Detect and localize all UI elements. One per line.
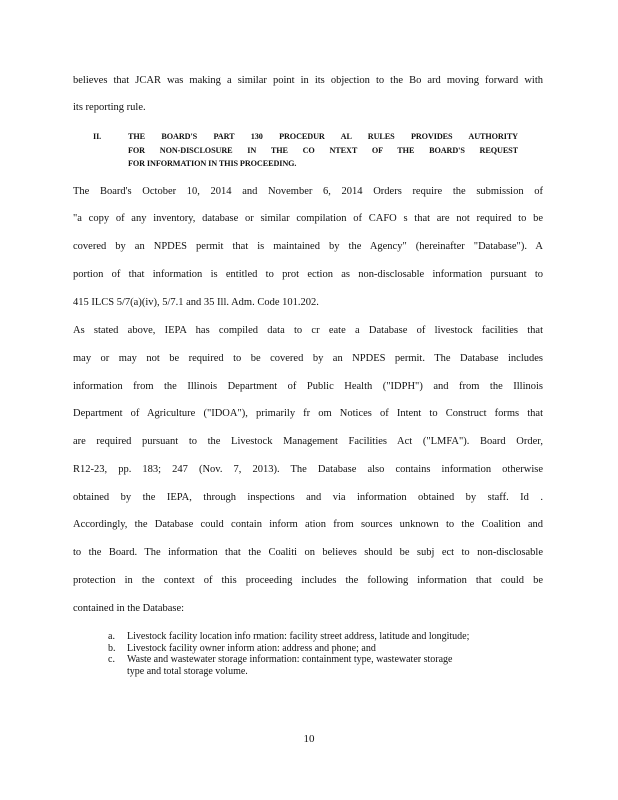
paragraph-line: 415 ILCS 5/7(a)(iv), 5/7.1 and 35 Ill. Adm. Code 101.202. xyxy=(73,297,319,308)
list-marker: a. xyxy=(108,631,115,642)
list-item xyxy=(108,643,538,655)
paragraph-line: portion of that information is entitled to prot ection as non-disclosable information pursuant to xyxy=(73,269,543,280)
paragraph-line: may or may not be required to be covered by an NPDES permit. The Database includes xyxy=(73,353,543,364)
paragraph-line: contained in the Database: xyxy=(73,603,185,614)
list-item-text: Livestock facility location info rmation: facility street address, latitude and longitude; xyxy=(127,631,470,642)
list-item-text: Waste and wastewater storage information: containment type, wastewater storage xyxy=(127,654,453,665)
paragraph-line: Accordingly, the Database could contain inform ation from sources unknown to the Coalition and xyxy=(73,519,543,530)
paragraph-line: "a copy of any inventory, database or similar compilation of CAFO s that are not required to be xyxy=(73,213,543,224)
paragraph-line: obtained by the IEPA, through inspections and via information obtained by staff. Id . xyxy=(73,492,543,503)
page-number: 10 xyxy=(303,733,315,745)
paragraph-line: Department of Agriculture ("IDOA"), primarily fr om Notices of Intent to Construct forms that xyxy=(73,408,543,419)
paragraph-line: The Board's October 10, 2014 and November 6, 2014 Orders require the submission of xyxy=(73,186,543,197)
information-list xyxy=(108,631,538,677)
list-item-text: type and total storage volume. xyxy=(127,665,248,677)
body-text-line: believes that JCAR was making a similar point in its objection to the Bo ard moving forward with xyxy=(73,75,543,86)
list-marker: b. xyxy=(108,642,116,654)
paragraph-line: information from the Illinois Department of Public Health ("IDPH") and from the Illinois xyxy=(73,381,543,392)
list-item xyxy=(108,631,538,643)
paragraph-line: are required pursuant to the Livestock Management Facilities Act ("LMFA"). Board Order, xyxy=(73,436,543,447)
list-item xyxy=(108,654,538,677)
section-heading-line: THE BOARD'S PART 130 PROCEDUR AL RULES PROVIDES AUTHORITY xyxy=(128,132,518,141)
list-marker: c. xyxy=(108,654,115,665)
paragraph-line: R12-23, pp. 183; 247 (Nov. 7, 2013). The Database also contains information otherwise xyxy=(73,464,543,475)
body-text-line: its reporting rule. xyxy=(73,102,146,113)
paragraph-line: As stated above, IEPA has compiled data to cr eate a Database of livestock facilities that xyxy=(73,325,543,336)
section-heading-line: FOR NON-DISCLOSURE IN THE CO NTEXT OF THE BOARD'S REQUEST xyxy=(128,146,518,155)
section-heading-line: FOR INFORMATION IN THIS PROCEEDING. xyxy=(128,159,297,168)
paragraph-line: protection in the context of this proceeding includes the following information that could be xyxy=(73,575,543,586)
list-item-text: Livestock facility owner inform ation: address and phone; and xyxy=(127,642,376,654)
paragraph-line: to the Board. The information that the Coaliti on believes should be subj ect to non-disclosable xyxy=(73,547,543,558)
paragraph-line: covered by an NPDES permit that is maintained by the Agency" (hereinafter "Database"). A xyxy=(73,241,543,252)
section-number: II. xyxy=(93,132,102,141)
